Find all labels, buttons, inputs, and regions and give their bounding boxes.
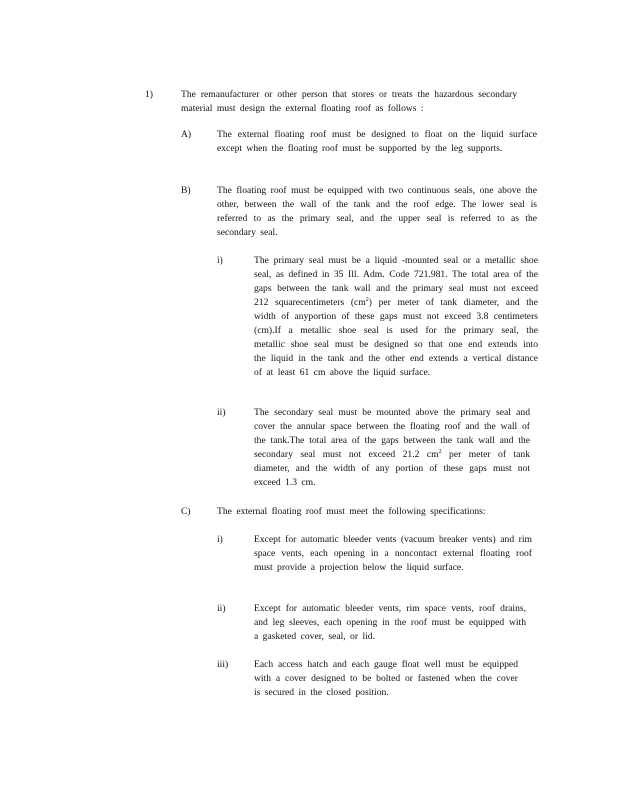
item-b-i-text-part1: The primary seal must be a liquid -mounted seal or a metallic shoe seal, as defined in 35 Ill. Adm. Code 721.981. The total area of the gaps between the tank wall and the primary seal must not exceed 212 squarecentimeters (cm	[254, 255, 538, 308]
item-b-ii-number: ii)	[217, 407, 226, 418]
item-c-i-number: i)	[217, 534, 223, 545]
item-b-number: B)	[181, 185, 191, 196]
item-b-ii-text-part1: The secondary seal must be mounted above the primary seal and cover the annular space between the floating roof and the wall of the tank.The total area of the gaps between the tank wall and the secondary seal must not exceed 21.2 cm	[254, 407, 530, 460]
item-b-i-text	[254, 254, 538, 380]
section-1-number: 1)	[145, 89, 153, 100]
item-c-ii-number: ii)	[217, 603, 226, 614]
item-b-i-number: i)	[217, 255, 223, 266]
item-b-ii-text-part2: per meter of tank diameter, and the width of any portion of these gaps must not exceed 1.3 cm.	[254, 449, 530, 488]
item-c-iii-number: iii)	[217, 659, 229, 670]
superscript-2: 2	[365, 296, 369, 303]
section-1-text: The remanufacturer or other person that stores or treats the hazardous secondary material must design the external floating roof as follows :	[181, 89, 517, 114]
item-c-i-text: Except for automatic bleeder vents (vacuum breaker vents) and rim space vents, each opening in a noncontact external floating roof must provide a projection below the liquid surface.	[254, 534, 532, 573]
item-b-text: The floating roof must be equipped with two continuous seals, one above the other, between the wall of the tank and the roof edge. The lower seal is referred to as the primary seal, and the upper seal is referred to as the secondary seal.	[217, 185, 537, 238]
item-b-ii-text	[254, 406, 530, 490]
item-a-number: A)	[181, 129, 192, 140]
item-c-iii-text: Each access hatch and each gauge float well must be equipped with a cover designed to be bolted or fastened when the cover is secured in the closed position.	[254, 659, 518, 698]
item-c-text: The external floating roof must meet the following specifications:	[217, 506, 486, 517]
item-a-text: The external floating roof must be designed to float on the liquid surface except when the floating roof must be supported by the leg supports.	[217, 129, 537, 154]
superscript-2: 2	[438, 448, 442, 455]
item-c-number: C)	[181, 506, 191, 517]
item-c-ii-text: Except for automatic bleeder vents, rim space vents, roof drains, and leg sleeves, each opening in the roof must be equipped with a gasketed cover, seal, or lid.	[254, 603, 526, 642]
item-b-i-text-part2: ) per meter of tank diameter, and the width of anyportion of these gaps must not exceed 3.8 centimeters (cm).If a metallic shoe seal is used for the primary seal, the metallic shoe seal must be designed so that one end extends into the liquid in the tank and the other end extends a vertical distance of at least 61 cm above the liquid surface.	[254, 297, 538, 378]
